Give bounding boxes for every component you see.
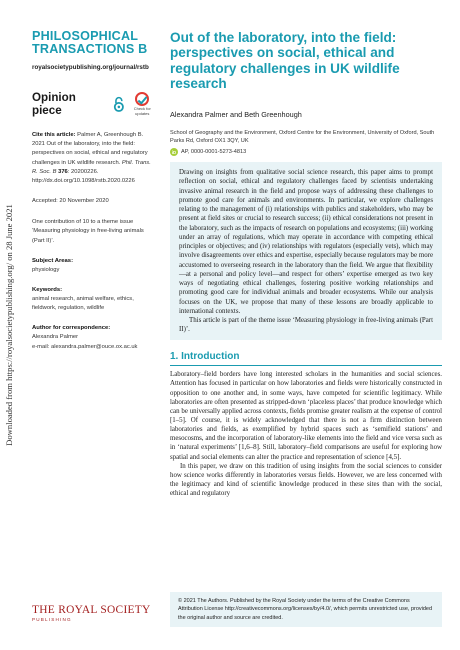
article-type-label: Opinion piece xyxy=(32,91,76,117)
check-updates-line1: Check for xyxy=(133,105,151,111)
citation-block xyxy=(32,131,154,186)
left-column xyxy=(32,30,154,352)
check-updates-line2: updates xyxy=(135,110,150,116)
correspondence-email[interactable]: e-mail: alexandra.palmer@ouce.ox.ac.uk xyxy=(32,343,138,350)
introduction-body xyxy=(170,370,442,498)
body-paragraph: In this paper, we draw on this tradition of using insights from the social sciences to consider how science works differently in laboratories versus fields. However, we are less concerned with the legitimacy and kind of scientific knowledge produced in these sites than with the social, ethical and regulatory xyxy=(170,462,442,498)
journal-name-line2: TRANSACTIONS B xyxy=(32,42,148,56)
download-stamp-text: Downloaded from https://royalsocietypublishing.org/ on 28 June 2021 xyxy=(4,204,15,446)
abstract-theme-note: This article is part of the theme issue ‘Measuring physiology in free-living animals (Part II)’. xyxy=(179,317,433,334)
section-divider xyxy=(170,365,442,366)
correspondence-name: Alexandra Palmer xyxy=(32,334,79,341)
license-notice: © 2021 The Authors. Published by the Royal Society under the terms of the Creative Commons Attribution License http://creativecommons.org/licenses/by/4.0/, which permits unrestricted use, provided the original author and source are credited. xyxy=(170,592,442,627)
section-heading-introduction: 1. Introduction xyxy=(170,350,240,362)
abstract-box xyxy=(170,162,442,340)
subject-areas-value: physiology xyxy=(32,266,60,273)
keywords-heading: Keywords: xyxy=(32,287,63,294)
accepted-date: Accepted: 20 November 2020 xyxy=(32,198,109,205)
citation-doi[interactable]: : 20200226. http://dx.doi.org/10.1098/rstb.2020.0226 xyxy=(32,168,135,185)
royal-society-logo[interactable] xyxy=(32,604,154,622)
orcid-text: AP, 0000-0001-5273-4813 xyxy=(181,149,247,156)
journal-logo[interactable] xyxy=(32,30,154,56)
royal-society-name: THE ROYAL SOCIETY xyxy=(32,604,151,616)
orcid-icon: iD xyxy=(171,149,177,155)
subject-areas-heading: Subject Areas: xyxy=(32,257,74,264)
correspondence-heading: Author for correspondence: xyxy=(32,325,111,332)
journal-name-line1: PHILOSOPHICAL xyxy=(32,29,139,43)
keywords-value: animal research, animal welfare, ethics, fieldwork, regulation, wildlife xyxy=(32,296,134,312)
right-column xyxy=(170,30,442,498)
abstract-paragraph: Drawing on insights from qualitative social science research, this paper aims to prompt reflection on social, ethical and regulatory challenges faced by scientists undertaking invasive animal research in the field and propose ways of addressing these challenges to promote good care for animals and environments. In particular, we explore challenges relating to the management of (i) relationships with publics and stakeholders, who may be present at field sites or crucial to research success; (ii) ethical considerations not present in the laboratory, such as the impacts of research on populations and ecosystems; (iii) working under an array of regulations, which may operate in accordance with competing ethical principles or objectives; and (iv) relationships with regulators (especially vets), which may involve disagreements over ethics and expertise, especially because regulators may be more accustomed to overseeing research in the laboratory than the field. We argue that flexibility—at a personal and policy level—and respect for others’ expertise emerged as two key ways of negotiating ethical challenges, fostering positive working relationships and promoting good care for individual animals and broader ecosystems. While our analysis focuses on the UK, we propose that many of these lessons are broadly applicable to international contexts. xyxy=(179,169,433,315)
theme-issue-note: One contribution of 10 to a theme issue ‘Measuring physiology in free-living animals (Part II)’. xyxy=(32,219,144,244)
open-access-icon xyxy=(113,96,125,112)
journal-url-link[interactable]: royalsocietypublishing.org/journal/rstb xyxy=(32,64,149,71)
citation-text: Palmer A, Greenhough B. 2021 Out of the laboratory, into the field: perspectives on social, ethical and regulatory challenges in UK wildlife research. xyxy=(32,132,148,166)
citation-label: Cite this article: xyxy=(32,132,76,138)
check-for-updates-icon xyxy=(135,92,149,106)
citation-volume: 376 xyxy=(58,168,68,175)
correspondence-block xyxy=(32,333,154,351)
body-paragraph: Laboratory–field borders have long interested scholars in the humanities and social sciences. Attention has focused in particular on how laboratories and fields were historically constructed in opposition to one another and, in some ways, have competed for scientific legitimacy. While laboratories are often presented as stripped-down ‘placeless places’ that produce knowledge which can be universally applied across contexts, fields promise greater realism at the expense of control [1–5]. Of course, it is widely acknowledged that there is not a firm distinction between laboratories and fields, as exemplified by hybrid spaces such as ‘semifield stations’ and mesocosms, and the incorporation of laboratory-like elements into the field and vice versa such as in ‘natural experiments’ [1,6–8]. Still, laboratory–field comparisons are useful for exploring how spatial and social elements can alter the practice and representation of science [4,5]. xyxy=(170,371,442,461)
affiliation: School of Geography and the Environment, Oxford Centre for the Environment, University of Oxford, South Parks Rd, Oxford OX1 3QY, UK xyxy=(170,129,435,144)
author-list: Alexandra Palmer and Beth Greenhough xyxy=(170,109,302,119)
royal-society-publishing: PUBLISHING xyxy=(32,617,72,622)
check-for-updates-button[interactable] xyxy=(131,92,154,116)
citation-journal: Phil. Trans. R. Soc. B xyxy=(32,159,151,175)
orcid-line[interactable] xyxy=(170,148,442,156)
download-stamp xyxy=(2,0,16,650)
article-type-row xyxy=(32,91,154,117)
article-title: Out of the laboratory, into the field: perspectives on social, ethical and regulatory challenges in UK wildlife research xyxy=(170,30,400,92)
